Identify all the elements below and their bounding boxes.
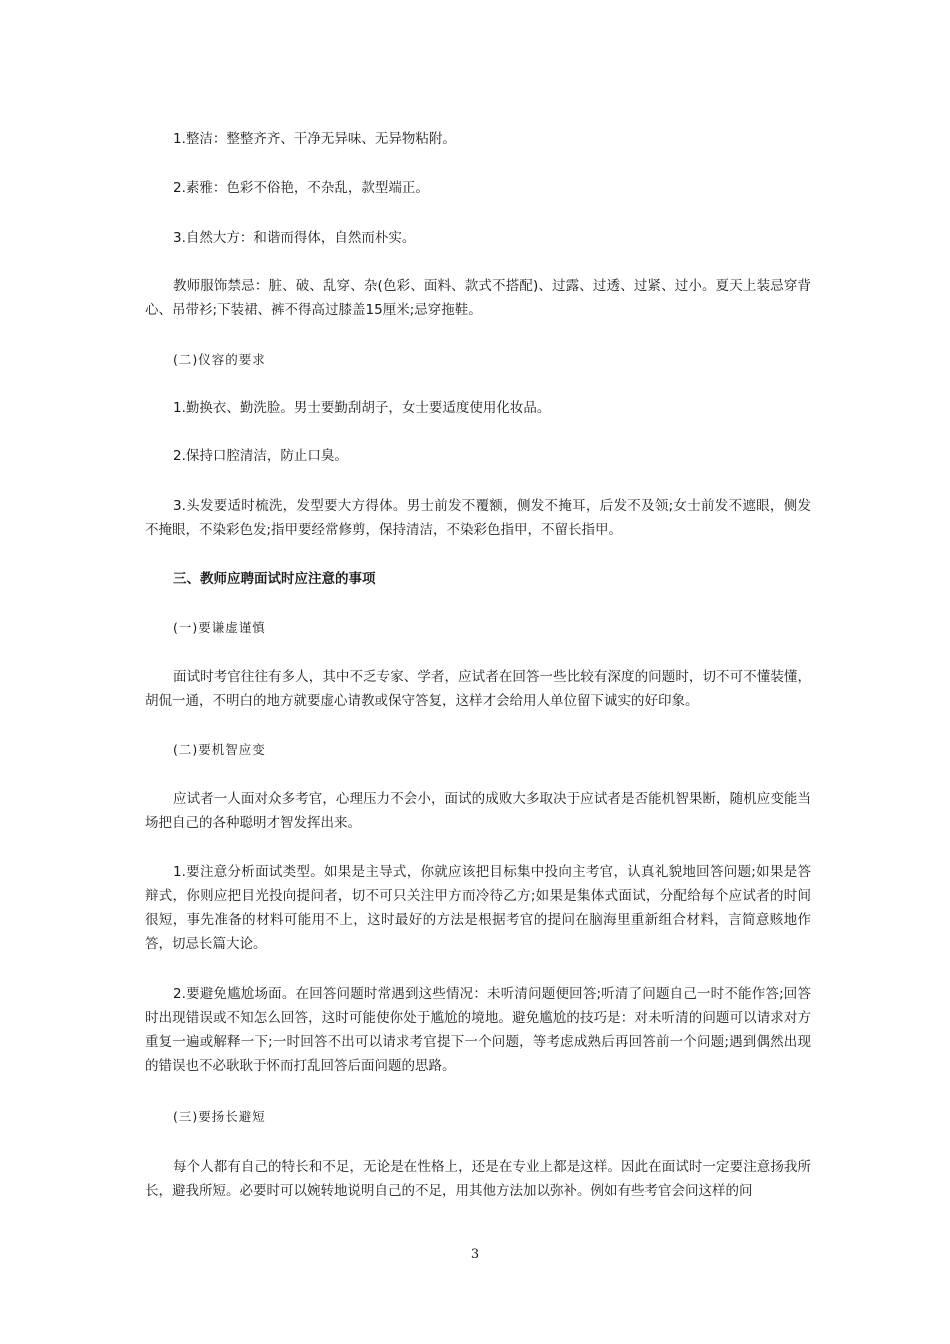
section-heading-interview: 三、教师应聘面试时应注意的事项: [173, 571, 376, 587]
paragraph-neat: 1.整洁：整整齐齐、干净无异味、无异物粘附。: [173, 131, 456, 147]
subheading-modest: (一)要谦虚谨慎: [173, 620, 266, 635]
paragraph-dress-taboos: 教师服饰禁忌：脏、破、乱穿、杂(色彩、面料、款式不搭配)、过露、过透、过紧、过小。夏天上装忌穿背心、吊带衫;下装裙、裤不得高过膝盖15厘米;忌穿拖鞋。: [145, 278, 811, 318]
paragraph-avoid-awkward: 2.要避免尴尬场面。在回答问题时常遇到这些情况：未听清问题便回答;听清了问题自己一时不能作答;回答时出现错误或不知怎么回答，这时可能使你处于尴尬的境地。避免尴尬的技巧是：对未听清的问题可以请求对方重复一遍或解释一下;一时回答不出可以请求考官提下一个问题，等考虑成熟后再回答前一个问题;遇到偶然出现的错误也不必耿耿于怀而打乱回答后面问题的思路。: [145, 986, 811, 1074]
paragraph-interview-types: 1.要注意分析面试类型。如果是主导式，你就应该把目标集中投向主考官，认真礼貌地回答问题;如果是答辩式，你则应把目光投向提问者，切不可只关注甲方而冷待乙方;如果是集体式面试，分配给每个应试者的时间很短，事先准备的材料可能用不上，这时最好的方法是根据考官的提问在脑海里重新组合材料，言简意赅地作答，切忌长篇大论。: [145, 864, 811, 952]
paragraph-strengths: 每个人都有自己的特长和不足，无论是在性格上，还是在专业上都是这样。因此在面试时一定要注意扬我所长，避我所短。必要时可以婉转地说明自己的不足，用其他方法加以弥补。例如有些考官会问这样的问: [145, 1159, 811, 1199]
paragraph-wash: 1.勤换衣、勤洗脸。男士要勤刮胡子，女士要适度使用化妆品。: [173, 400, 551, 416]
paragraph-natural: 3.自然大方：和谐而得体，自然而朴实。: [173, 230, 416, 246]
subheading-appearance: (二)仪容的要求: [173, 352, 266, 367]
paragraph-oral: 2.保持口腔清洁，防止口臭。: [173, 448, 348, 464]
paragraph-elegant: 2.素雅：色彩不俗艳，不杂乱，款型端正。: [173, 180, 429, 196]
paragraph-adapt: 应试者一人面对众多考官，心理压力不会小，面试的成败大多取决于应试者是否能机智果断，随机应变能当场把自己的各种聪明才智发挥出来。: [145, 791, 811, 831]
page-number: 3: [470, 1247, 480, 1262]
paragraph-modest: 面试时考官往往有多人，其中不乏专家、学者，应试者在回答一些比较有深度的问题时，切不可不懂装懂，胡侃一通，不明白的地方就要虚心请教或保守答复，这样才会给用人单位留下诚实的好印象。: [145, 669, 811, 709]
subheading-strengths: (三)要扬长避短: [173, 1109, 266, 1124]
subheading-adapt: (二)要机智应变: [173, 742, 266, 757]
paragraph-hair: 3.头发要适时梳洗，发型要大方得体。男士前发不覆额，侧发不掩耳，后发不及领;女士前发不遮眼，侧发不掩眼，不染彩色发;指甲要经常修剪，保持清洁，不染彩色指甲，不留长指甲。: [145, 498, 811, 538]
